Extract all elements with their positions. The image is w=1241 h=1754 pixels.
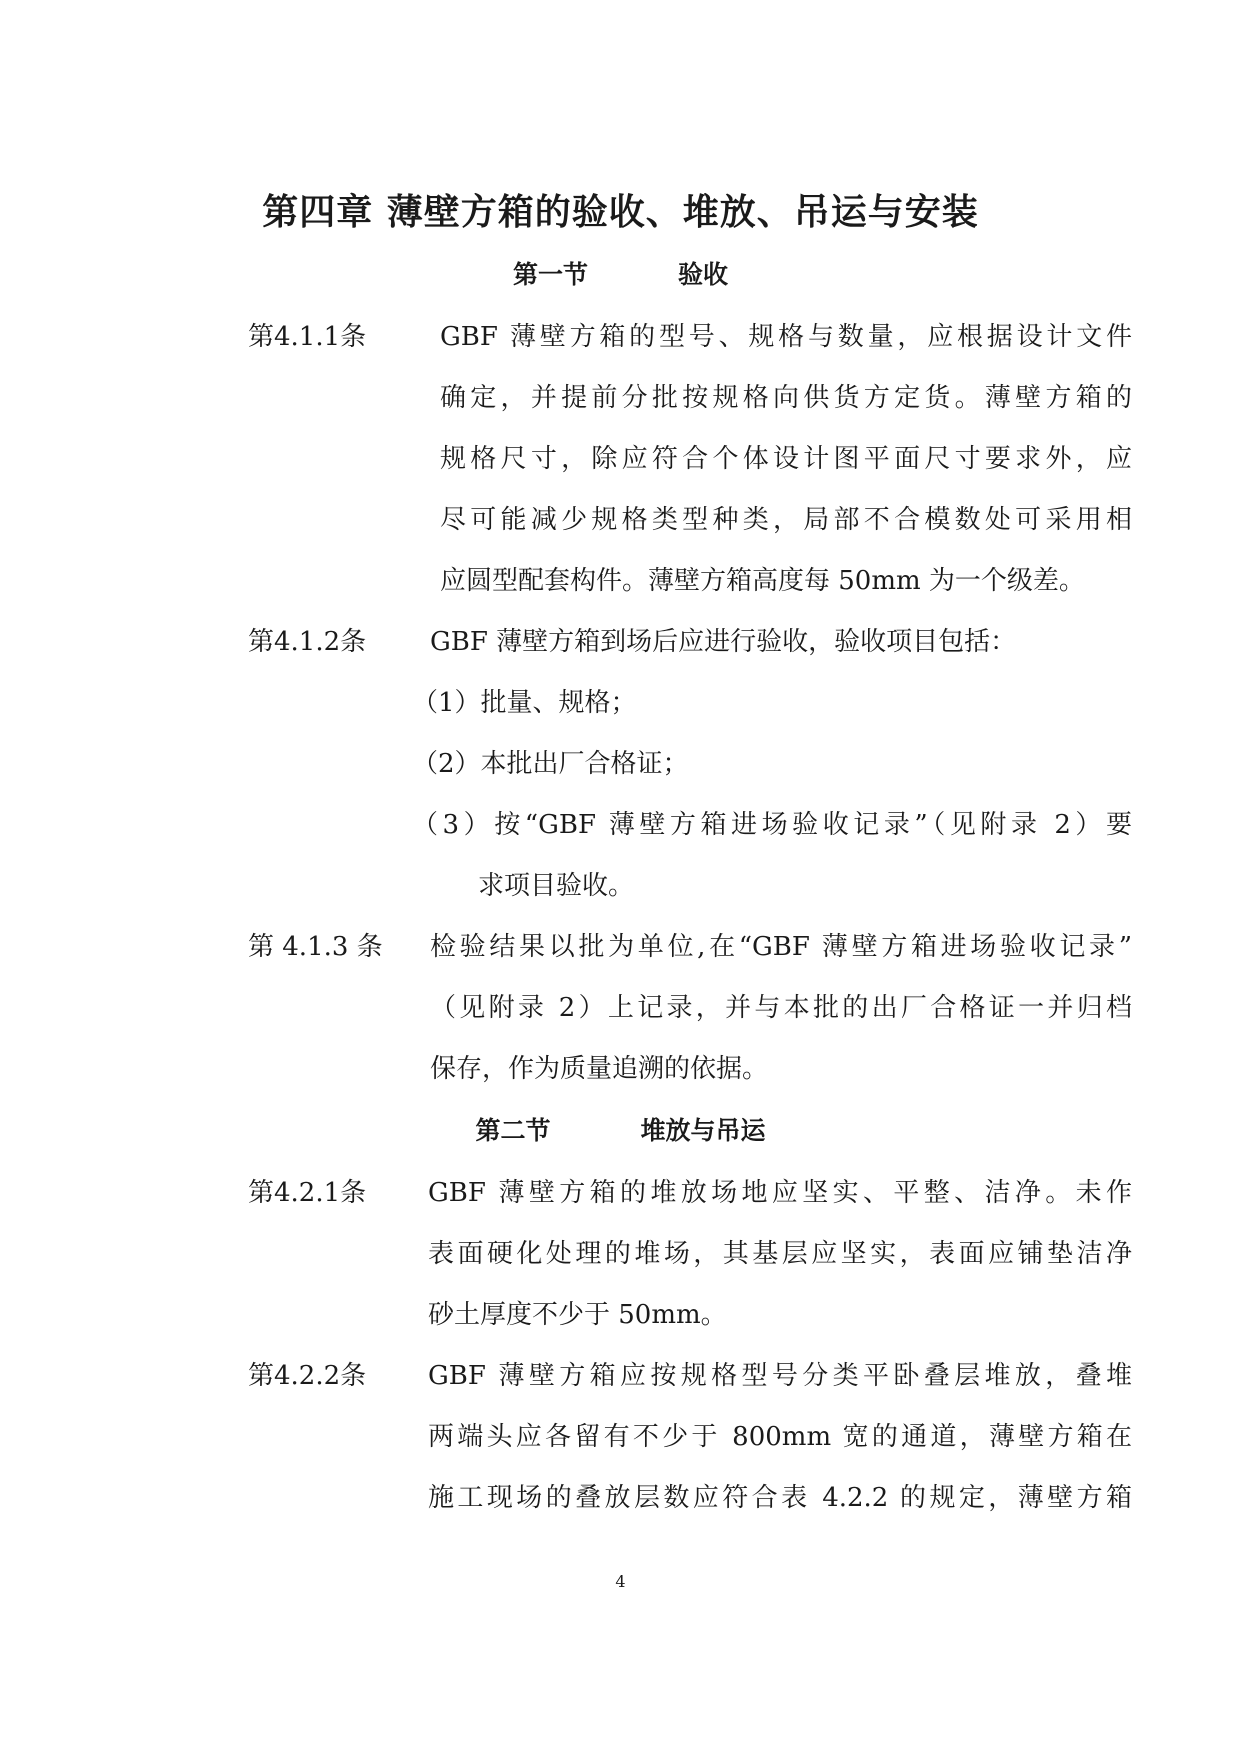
- article-4-1-1-line-5: 应圆型配套构件。薄壁方箱高度每 50mm 为一个级差。: [440, 566, 1085, 596]
- article-4-1-1-line-4: 尽可能减少规格类型种类，局部不合模数处可采用相: [440, 505, 1132, 535]
- section-title-1: [0, 255, 1241, 291]
- article-4-2-2-line-1: GBF 薄壁方箱应按规格型号分类平卧叠层堆放，叠堆: [428, 1361, 1132, 1391]
- article-4-1-1-label: 第4.1.1条: [248, 322, 367, 352]
- section-1-label: 第一节: [512, 260, 588, 289]
- chapter-title: 第四章 薄壁方箱的验收、堆放、吊运与安装: [262, 191, 979, 233]
- article-4-1-2-item-1: （1）批量、规格；: [412, 688, 637, 718]
- article-4-1-3-label: 第 4.1.3 条: [248, 932, 383, 962]
- article-4-1-2-label: 第4.1.2条: [248, 627, 367, 657]
- section-1-name: 验收: [678, 260, 729, 289]
- article-4-1-1-line-2: 确定，并提前分批按规格向供货方定货。薄壁方箱的: [440, 383, 1132, 413]
- section-2-label: 第二节: [475, 1116, 551, 1145]
- section-2-name: 堆放与吊运: [640, 1116, 766, 1145]
- article-4-2-1-line-2: 表面硬化处理的堆场，其基层应坚实，表面应铺垫洁净: [428, 1239, 1132, 1269]
- article-4-1-3-line-1: 检验结果以批为单位,在“GBF 薄壁方箱进场验收记录”: [430, 932, 1132, 962]
- page-number: 4: [615, 1572, 626, 1591]
- article-4-2-2-line-2: 两端头应各留有不少于 800mm 宽的通道，薄壁方箱在: [428, 1422, 1132, 1452]
- article-4-1-2-item-3-cont: 求项目验收。: [478, 871, 635, 901]
- article-4-1-1-line-3: 规格尺寸，除应符合个体设计图平面尺寸要求外，应: [440, 444, 1132, 474]
- article-4-1-3-line-3: 保存，作为质量追溯的依据。: [430, 1054, 769, 1084]
- article-4-2-1-label: 第4.2.1条: [248, 1178, 367, 1208]
- article-4-2-1-line-1: GBF 薄壁方箱的堆放场地应坚实、平整、洁净。未作: [428, 1178, 1132, 1208]
- section-title-2: [0, 1111, 1241, 1147]
- article-4-1-2-item-3: （3）按“GBF 薄壁方箱进场验收记录”（见附录 2）要: [412, 810, 1132, 840]
- article-4-2-1-line-3: 砂土厚度不少于 50mm。: [428, 1300, 727, 1330]
- article-4-1-1-line-1: GBF 薄壁方箱的型号、规格与数量，应根据设计文件: [440, 322, 1132, 352]
- article-4-2-2-line-3: 施工现场的叠放层数应符合表 4.2.2 的规定，薄壁方箱: [428, 1483, 1132, 1513]
- article-4-2-2-label: 第4.2.2条: [248, 1361, 367, 1391]
- article-4-1-2-intro: GBF 薄壁方箱到场后应进行验收，验收项目包括：: [430, 627, 1017, 657]
- article-4-1-3-line-2: （见附录 2）上记录，并与本批的出厂合格证一并归档: [430, 993, 1132, 1023]
- article-4-1-2-item-2: （2）本批出厂合格证；: [412, 749, 689, 779]
